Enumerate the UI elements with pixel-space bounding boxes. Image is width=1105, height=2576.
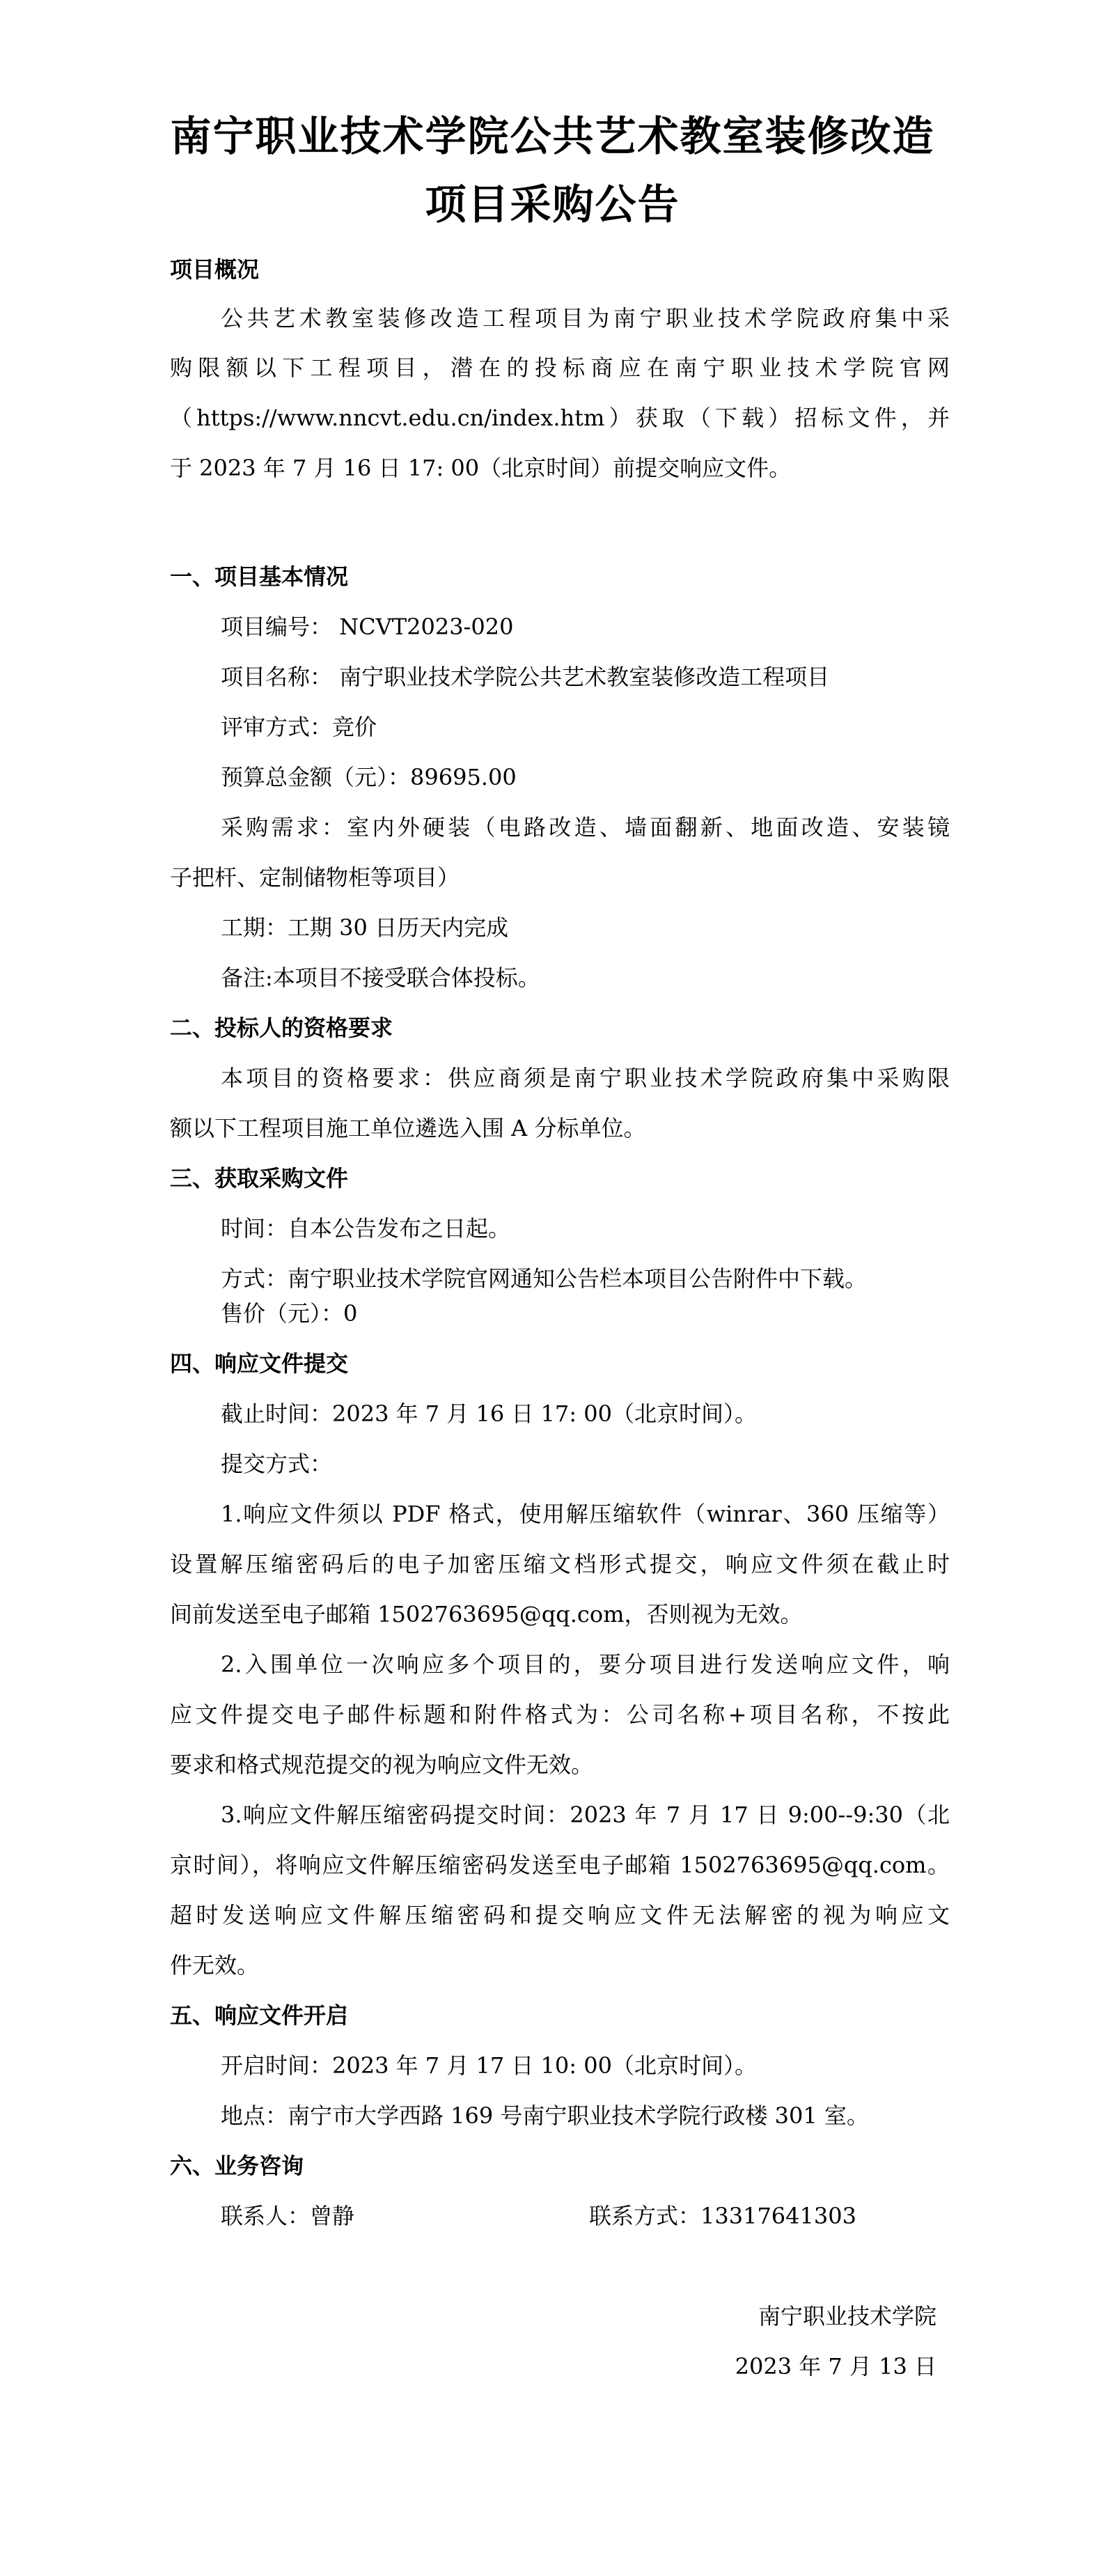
- submission-rule-2-cont: 要求和格式规范提交的视为响应文件无效。: [170, 1751, 594, 1778]
- construction-period: 工期：工期 30 日历天内完成: [221, 914, 509, 941]
- budget-amount: 预算总金额（元）：89695.00: [221, 764, 517, 790]
- review-method: 评审方式：竞价: [221, 714, 377, 740]
- submission-rule-3: 3.响应文件解压缩密码提交时间：2023 年 7 月 17 日 9:00--9:30（北: [221, 1802, 950, 1828]
- submission-rule-3-cont: 超时发送响应文件解压缩密码和提交响应文件无法解密的视为响应文: [170, 1902, 950, 1928]
- submission-rule-3-cont: 件无效。: [170, 1952, 260, 1978]
- section-1-heading: 一、项目基本情况: [170, 563, 349, 590]
- signature-org: 南宁职业技术学院: [758, 2303, 936, 2329]
- project-number: 项目编号： NCVT2023-020: [221, 614, 514, 640]
- submission-rule-2-cont: 应文件提交电子邮件标题和附件格式为：公司名称+项目名称，不按此: [170, 1701, 950, 1728]
- submission-method-label: 提交方式：: [221, 1451, 333, 1477]
- section-2-heading: 二、投标人的资格要求: [170, 1015, 393, 1041]
- document-title-line-2: 项目采购公告: [425, 180, 680, 228]
- overview-paragraph-line: 购限额以下工程项目，潜在的投标商应在南宁职业技术学院官网: [170, 354, 950, 381]
- procurement-requirement: 采购需求：室内外硬装（电路改造、墙面翻新、地面改造、安装镜: [221, 814, 950, 841]
- overview-paragraph-line: 于 2023 年 7 月 16 日 17: 00（北京时间）前提交响应文件。: [170, 455, 792, 481]
- submission-rule-1: 1.响应文件须以 PDF 格式，使用解压缩软件（winrar、360 压缩等）: [221, 1501, 950, 1527]
- procurement-requirement-cont: 子把杆、定制储物柜等项目）: [170, 864, 460, 891]
- contact-phone: 联系方式：13317641303: [589, 2203, 856, 2229]
- obtain-method: 方式：南宁职业技术学院官网通知公告栏本项目公告附件中下载。: [221, 1265, 868, 1292]
- section-4-heading: 四、响应文件提交: [170, 1350, 349, 1377]
- contact-person: 联系人：曾静: [221, 2203, 355, 2229]
- document-title-line-1: 南宁职业技术学院公共艺术教室装修改造: [170, 112, 935, 160]
- opening-location: 地点：南宁市大学西路 169 号南宁职业技术学院行政楼 301 室。: [221, 2102, 869, 2129]
- section-6-heading: 六、业务咨询: [170, 2153, 304, 2179]
- submission-rule-1-cont: 间前发送至电子邮箱 1502763695@qq.com，否则视为无效。: [170, 1601, 803, 1627]
- submission-deadline: 截止时间：2023 年 7 月 16 日 17: 00（北京时间）。: [221, 1400, 757, 1427]
- overview-heading: 项目概况: [170, 256, 260, 283]
- overview-paragraph-line: （https://www.nncvt.edu.cn/index.htm）获取（下载）招标文件，并: [170, 405, 950, 431]
- qualification-line: 本项目的资格要求：供应商须是南宁职业技术学院政府集中采购限: [221, 1065, 950, 1091]
- signature-date: 2023 年 7 月 13 日: [735, 2353, 936, 2380]
- project-name: 项目名称： 南宁职业技术学院公共艺术教室装修改造工程项目: [221, 664, 830, 690]
- opening-time: 开启时间：2023 年 7 月 17 日 10: 00（北京时间）。: [221, 2052, 757, 2079]
- submission-rule-3-cont: 京时间），将响应文件解压缩密码发送至电子邮箱 1502763695@qq.com。: [170, 1852, 950, 1878]
- submission-rule-2: 2.入围单位一次响应多个项目的，要分项目进行发送响应文件，响: [221, 1651, 950, 1678]
- section-5-heading: 五、响应文件开启: [170, 2002, 349, 2029]
- section-3-heading: 三、获取采购文件: [170, 1165, 349, 1192]
- remark: 备注:本项目不接受联合体投标。: [221, 965, 540, 991]
- qualification-line: 额以下工程项目施工单位遴选入围 A 分标单位。: [170, 1115, 646, 1141]
- overview-paragraph-line: 公共艺术教室装修改造工程项目为南宁职业技术学院政府集中采: [221, 305, 950, 331]
- obtain-price: 售价（元）：0: [221, 1300, 358, 1327]
- submission-rule-1-cont: 设置解压缩密码后的电子加密压缩文档形式提交，响应文件须在截止时: [170, 1551, 950, 1577]
- obtain-time: 时间：自本公告发布之日起。: [221, 1215, 511, 1242]
